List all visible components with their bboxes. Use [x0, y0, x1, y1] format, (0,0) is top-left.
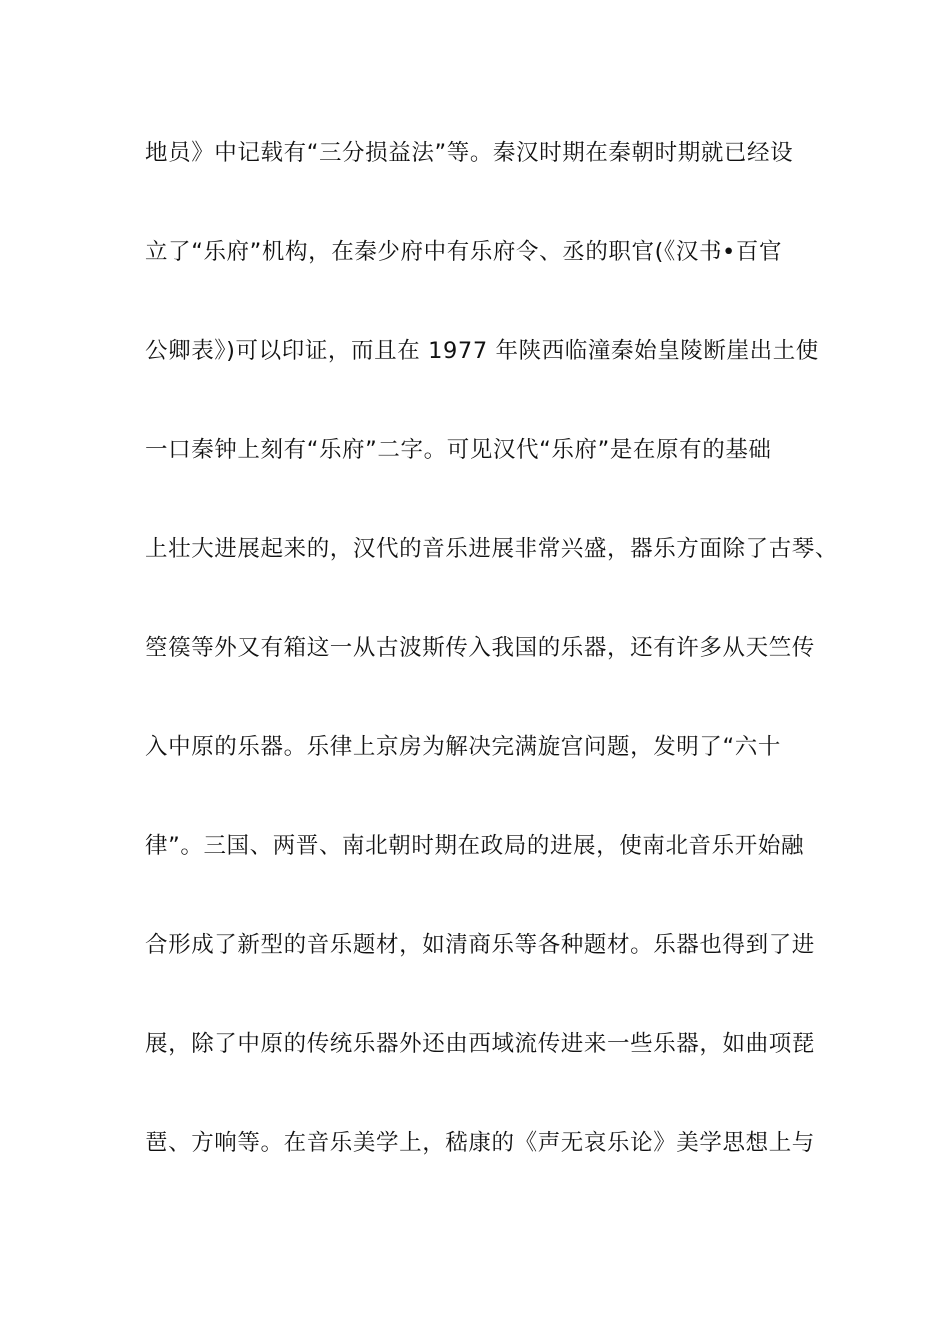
text-line-7: 入中原的乐器。乐律上京房为解决完满旋宫问题，发明了“六十	[145, 734, 781, 760]
text-line-9: 合形成了新型的音乐题材，如清商乐等各种题材。乐器也得到了进	[145, 932, 815, 958]
text-line-11: 琶、方响等。在音乐美学上，嵇康的《声无哀乐论》美学思想上与	[145, 1130, 815, 1156]
text-line-2: 立了“乐府”机构，在秦少府中有乐府令、丞的职官(《汉书•百官	[145, 239, 783, 265]
text-line-6: 箜篌等外又有箱这一从古波斯传入我国的乐器，还有许多从天竺传	[145, 635, 815, 661]
text-line-8: 律”。三国、两晋、南北朝时期在政局的进展，使南北音乐开始融	[145, 833, 805, 859]
body-paragraph	[145, 130, 839, 1219]
text-line-3: 公卿表》)可以印证，而且在 1977 年陕西临潼秦始皇陵断崖出土使	[145, 338, 819, 364]
text-line-5: 上壮大进展起来的，汉代的音乐进展非常兴盛，器乐方面除了古琴、	[145, 536, 839, 562]
text-line-10: 展，除了中原的传统乐器外还由西域流传进来一些乐器，如曲项琵	[145, 1031, 815, 1057]
text-line-4: 一口秦钟上刻有“乐府”二字。可见汉代“乐府”是在原有的基础	[145, 437, 772, 463]
text-line-1: 地员》中记载有“三分损益法”等。秦汉时期在秦朝时期就已经设	[145, 140, 794, 166]
